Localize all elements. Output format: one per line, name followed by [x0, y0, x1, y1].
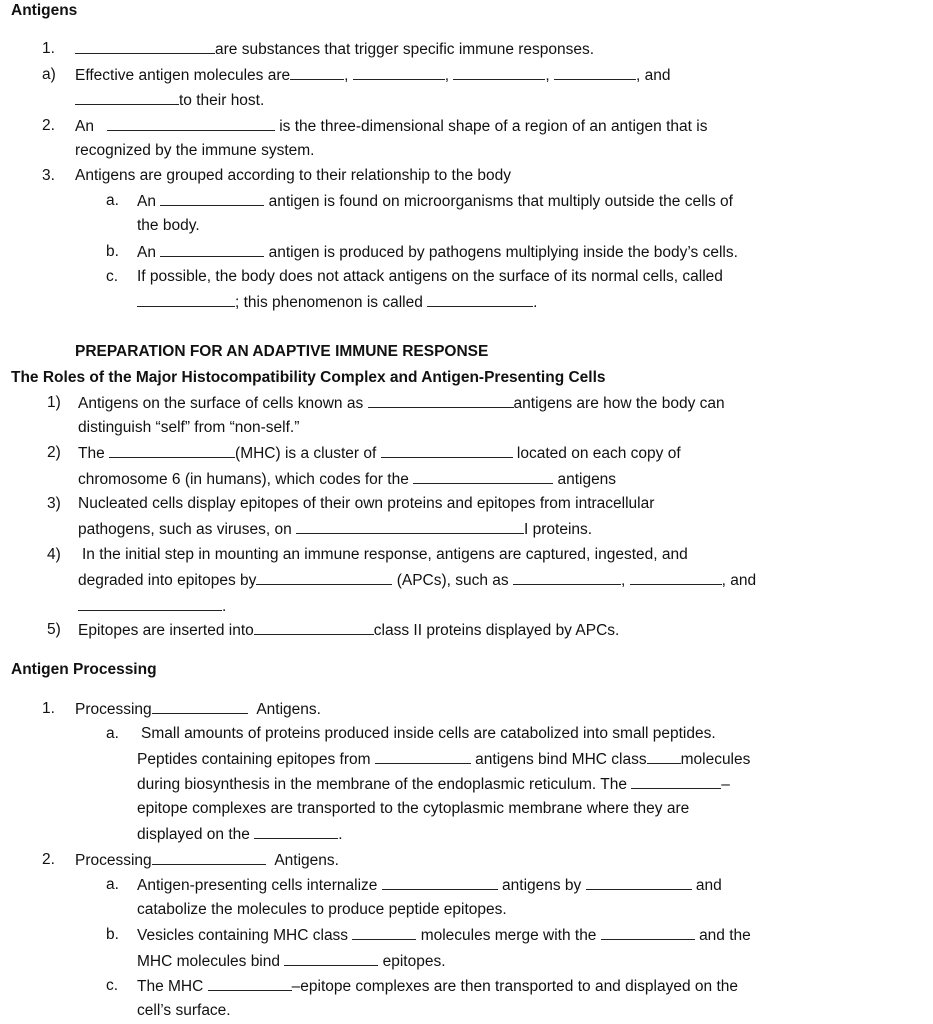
blank[interactable]: [290, 65, 344, 80]
q3a-cont: the body.: [137, 217, 200, 234]
p2b-cont: MHC molecules bind: [137, 953, 280, 970]
p2a-t1: Antigen-presenting cells internalize: [137, 877, 378, 894]
i2-lead: The: [78, 445, 105, 462]
p2b-t3: and the: [699, 927, 751, 944]
q3c-text: If possible, the body does not attack antigens on the surface of its normal cells, called: [137, 268, 723, 285]
blank[interactable]: [647, 749, 681, 764]
qa-cont: to their host.: [179, 92, 265, 109]
p2b-t1: Vesicles containing MHC class: [137, 927, 349, 944]
blank[interactable]: [109, 443, 235, 458]
i3-cont2: I proteins.: [524, 521, 593, 538]
blank[interactable]: [353, 65, 445, 80]
i4-number: 4): [47, 546, 61, 563]
blank[interactable]: [513, 570, 621, 585]
page-title: Antigens: [11, 2, 78, 19]
section-heading-processing: Antigen Processing: [11, 661, 157, 678]
blank[interactable]: [296, 519, 524, 534]
blank[interactable]: [137, 292, 235, 307]
p1a-l4: epitope complexes are transported to the cytoplasmic membrane where they are: [137, 800, 690, 817]
section-subheading-mhc: The Roles of the Major Histocompatibility Complex and Antigen-Presenting Cells: [11, 369, 606, 386]
i3-number: 3): [47, 495, 61, 512]
i2-cont-line: [78, 469, 616, 490]
p1a-l1: Small amounts of proteins produced inside cells are catabolized into small peptides.: [141, 725, 716, 742]
p1a-l5: [137, 824, 343, 845]
i3-text: Nucleated cells display epitopes of their own proteins and epitopes from intracellular: [78, 495, 655, 512]
blank[interactable]: [78, 596, 222, 611]
q3a-letter: a.: [106, 192, 119, 209]
p1a-l2c: molecules: [680, 751, 751, 768]
p2c-t2: –epitope complexes are then transported to and displayed on the: [291, 978, 738, 995]
q3a-line: [137, 191, 733, 212]
blank[interactable]: [375, 749, 471, 764]
p1a-l5-text: displayed on the: [137, 826, 250, 843]
p2c-line: [137, 976, 738, 997]
q3b-lead: An: [137, 244, 156, 261]
blank[interactable]: [254, 824, 338, 839]
section-heading-preparation: PREPARATION FOR AN ADAPTIVE IMMUNE RESPONSE: [75, 343, 489, 360]
p1-line: [75, 699, 321, 720]
i4-blank-line: [78, 596, 226, 617]
p1a-letter: a.: [106, 725, 119, 742]
q3b-text: antigen is produced by pathogens multiplying inside the body’s cells.: [268, 244, 738, 261]
blank[interactable]: [256, 570, 392, 585]
blank[interactable]: [368, 393, 514, 408]
p2b-cont-line: [137, 951, 446, 972]
qa-cont-line: [75, 90, 264, 111]
blank[interactable]: [631, 774, 721, 789]
i1-line: [78, 393, 725, 414]
i4-cont-line: [78, 570, 756, 591]
q2-line: [75, 116, 707, 137]
p1a-l3: [137, 774, 730, 795]
i2-number: 2): [47, 444, 61, 461]
blank[interactable]: [254, 620, 374, 635]
blank[interactable]: [630, 570, 722, 585]
q3b-line: [137, 242, 738, 263]
blank[interactable]: [554, 65, 636, 80]
i5-number: 5): [47, 621, 61, 638]
blank[interactable]: [152, 699, 248, 714]
p1a-l2b: antigens bind MHC class: [475, 751, 647, 768]
q2-cont: recognized by the immune system.: [75, 142, 315, 159]
i2-line: [78, 443, 681, 464]
p2-tail: Antigens.: [274, 852, 339, 869]
blank[interactable]: [382, 875, 498, 890]
p2a-letter: a.: [106, 876, 119, 893]
q3-number: 3.: [42, 167, 55, 184]
p2-lead: Processing: [75, 852, 152, 869]
i4-cont2: (APCs), such as: [396, 572, 509, 589]
i1-text: Antigens on the surface of cells known as: [78, 395, 364, 412]
i5-text2: class II proteins displayed by APCs.: [373, 622, 620, 639]
p1-lead: Processing: [75, 701, 152, 718]
qa-text: Effective antigen molecules are: [75, 67, 291, 84]
period: .: [222, 598, 227, 615]
blank[interactable]: [453, 65, 545, 80]
period: .: [533, 294, 538, 311]
q1-text: are substances that trigger specific immune responses.: [215, 41, 595, 58]
blank[interactable]: [107, 116, 275, 131]
i2-cont2: antigens: [557, 471, 617, 488]
i4-cont: degraded into epitopes by: [78, 572, 257, 589]
blank[interactable]: [352, 925, 416, 940]
q3a-lead: An: [137, 193, 156, 210]
period: .: [338, 826, 343, 843]
q2-lead: An: [75, 118, 94, 135]
i3-cont-line: [78, 519, 592, 540]
blank[interactable]: [152, 850, 266, 865]
p1a-l2a: Peptides containing epitopes from: [137, 751, 371, 768]
q3a-text: antigen is found on microorganisms that multiply outside the cells of: [268, 193, 733, 210]
i2-t1: (MHC) is a cluster of: [235, 445, 377, 462]
i2-t2: located on each copy of: [516, 445, 681, 462]
i2-cont: chromosome 6 (in humans), which codes for the: [78, 471, 409, 488]
blank[interactable]: [160, 191, 264, 206]
p2-line: [75, 850, 339, 871]
blank[interactable]: [160, 242, 264, 257]
i3-cont: pathogens, such as viruses, on: [78, 521, 292, 538]
comma: ,: [621, 572, 626, 589]
p2b-letter: b.: [106, 926, 119, 943]
qa-letter: a): [42, 66, 56, 83]
p2a-t2: antigens by: [502, 877, 582, 894]
blank[interactable]: [427, 292, 533, 307]
q3b-letter: b.: [106, 243, 119, 260]
i1-text2: antigens are how the body can: [513, 395, 725, 412]
p2a-t3: and: [695, 877, 722, 894]
comma: ,: [344, 67, 349, 84]
i1-number: 1): [47, 394, 61, 411]
p2b-line: [137, 925, 751, 946]
blank[interactable]: [75, 90, 179, 105]
p2a-line: [137, 875, 722, 896]
and-text: , and: [721, 572, 757, 589]
i5-line: [78, 620, 619, 641]
p2b-t2: molecules merge with the: [420, 927, 597, 944]
p1a-l2: [137, 749, 750, 770]
p1-tail: Antigens.: [256, 701, 321, 718]
comma: ,: [444, 67, 450, 84]
blank[interactable]: [208, 976, 292, 991]
q2-text: is the three-dimensional shape of a region of an antigen that is: [279, 118, 708, 135]
p2-number: 2.: [42, 851, 55, 868]
blank[interactable]: [586, 875, 692, 890]
and-text: , and: [636, 67, 671, 84]
q3-text: Antigens are grouped according to their relationship to the body: [75, 167, 512, 184]
comma: ,: [545, 67, 550, 84]
i1-cont: distinguish “self” from “non-self.”: [78, 419, 300, 436]
blank[interactable]: [381, 443, 513, 458]
q3c-cont-line: [137, 292, 537, 313]
i4-text: In the initial step in mounting an immune response, antigens are captured, ingested, and: [82, 546, 688, 563]
q3c-mid: ; this phenomenon is called: [235, 294, 423, 311]
blank[interactable]: [75, 39, 215, 54]
dash: –: [721, 776, 730, 793]
blank[interactable]: [413, 469, 553, 484]
qa-line: [75, 65, 670, 86]
p1-number: 1.: [42, 700, 55, 717]
q1-number: 1.: [42, 40, 55, 57]
p2b-cont2: epitopes.: [382, 953, 446, 970]
q3c-letter: c.: [106, 268, 119, 285]
blank[interactable]: [601, 925, 695, 940]
q2-number: 2.: [42, 117, 55, 134]
p1a-l3a: during biosynthesis in the membrane of the endoplasmic reticulum. The: [137, 776, 627, 793]
p2c-cont: cell’s surface.: [137, 1002, 231, 1019]
i5-text: Epitopes are inserted into: [78, 622, 254, 639]
q1-line: [75, 39, 594, 60]
p2a-cont: catabolize the molecules to produce peptide epitopes.: [137, 901, 507, 918]
blank[interactable]: [284, 951, 378, 966]
p2c-letter: c.: [106, 977, 119, 994]
p2c-t1: The MHC: [137, 978, 204, 995]
